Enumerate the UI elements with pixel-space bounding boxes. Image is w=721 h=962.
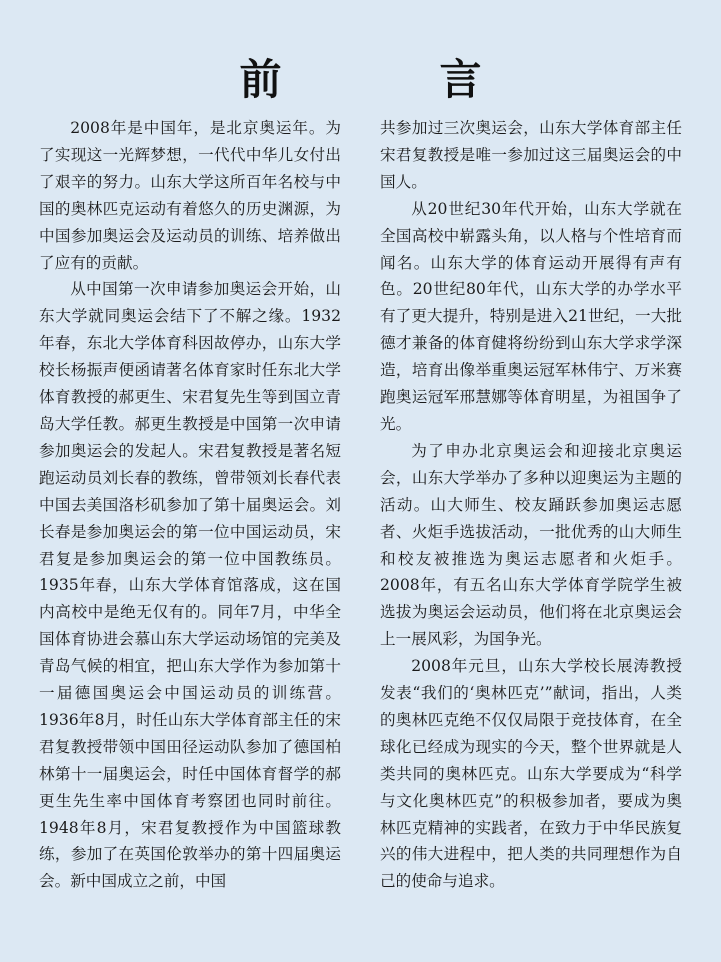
paragraph: 2008年元旦，山东大学校长展涛教授发表“我们的‘奥林匹克’”献词，指出，人类的奥林匹克绝不仅仅局限于竞技体育，在全球化已经成为现实的今天，整个世界就是人类共同的奥林匹克。山东大学要成为“科学与文化奥林匹克”的积极参加者，要成为奥林匹克精神的实践者，在致力于中华民族复兴的伟大进程中，把人类的共同理想作为自己的使命与追求。 (380, 657, 682, 891)
right-text-column (380, 115, 682, 895)
left-text-column (39, 115, 341, 895)
paragraph: 2008年是中国年，是北京奥运年。为了实现这一光辉梦想，一代代中华儿女付出了艰辛的努力。山东大学这所百年名校与中国的奥林匹克运动有着悠久的历史渊源，为中国参加奥运会及运动员的训练、培养做出了应有的贡献。 (39, 119, 341, 272)
page-title: 前 言 (239, 55, 540, 104)
paragraph: 为了申办北京奥运会和迎接北京奥运会，山东大学举办了多种以迎奥运为主题的活动。山大师生、校友踊跃参加奥运志愿者、火炬手选拔活动，一批优秀的山大师生和校友被推选为奥运志愿者和火炬手。2008年，有五名山东大学体育学院学生被选拔为奥运会运动员，他们将在北京奥运会上一展风彩，为国争光。 (380, 441, 682, 649)
paragraph: 从20世纪30年代开始，山东大学就在全国高校中崭露头角，以人格与个性培育而闻名。山东大学的体育运动开展得有声有色。20世纪80年代，山东大学的办学水平有了更大提升，特别是进入21世纪，一大批德才兼备的体育健将纷纷到山东大学求学深造，培育出像举重奥运冠军林伟宁、万米赛跑奥运冠军邢慧娜等体育明星，为祖国争了光。 (380, 199, 682, 433)
paragraph-continuation: 共参加过三次奥运会，山东大学体育部主任宋君复教授是唯一参加过这三届奥运会的中国人。 (380, 119, 682, 191)
paragraph: 从中国第一次申请参加奥运会开始，山东大学就同奥运会结下了不解之缘。1932年春，东北大学体育科因故停办，山东大学校长杨振声便函请著名体育家时任东北大学体育教授的郝更生、宋君复先生等到国立青岛大学任教。郝更生教授是中国第一次申请参加奥运会的发起人。宋君复教授是著名短跑运动员刘长春的教练，曾带领刘长春代表中国去美国洛杉矶参加了第十届奥运会。刘长春是参加奥运会的第一位中国运动员，宋君复是参加奥运会的第一位中国教练员。1935年春，山东大学体育馆落成，这在国内高校中是绝无仅有的。同年7月，中华全国体育协进会慕山东大学运动场馆的完美及青岛气候的相宜，把山东大学作为参加第十一届德国奥运会中国运动员的训练营。1936年8月，时任山东大学体育部主任的宋君复教授带领中国田径运动队参加了德国柏林第十一届奥运会，时任中国体育督学的郝更生先生率中国体育考察团也同时前往。1948年8月，宋君复教授作为中国篮球教练，参加了在英国伦敦举办的第十四届奥运会。新中国成立之前，中国 (39, 280, 341, 891)
